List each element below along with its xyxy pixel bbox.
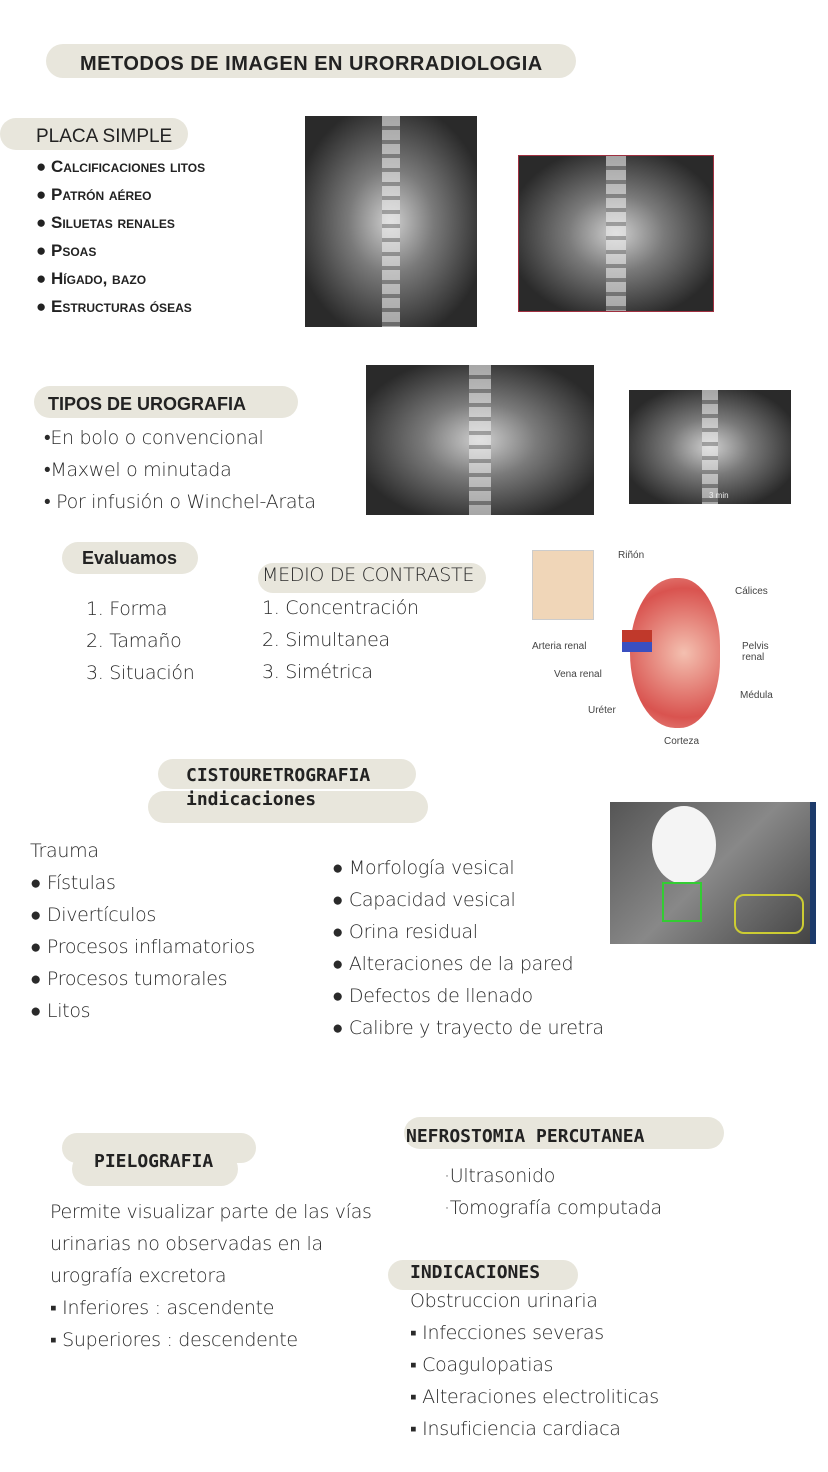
body-inset <box>532 550 594 620</box>
list-item: ● Estructuras óseas <box>36 297 192 316</box>
urografia-list <box>44 422 316 518</box>
list-item: ● Capacidad vesical <box>332 889 516 911</box>
list-item: ● Alteraciones de la pared <box>332 953 574 975</box>
list-item: •Maxwel o minutada <box>44 459 232 481</box>
list-item: ·Tomografía computada <box>444 1197 662 1219</box>
list-item: ● Siluetas renales <box>36 213 175 232</box>
list-item: ● Calibre y trayecto de uretra <box>332 1017 604 1039</box>
list-item: 2. Tamaño <box>86 630 182 652</box>
desc-line: Permite visualizar parte de las vías <box>50 1201 372 1223</box>
urografia-title: TIPOS DE UROGRAFIA <box>48 394 247 414</box>
urography-3min-image <box>629 390 791 504</box>
label-rinon: Riñón <box>618 550 645 561</box>
list-item: ● Morfología vesical <box>332 857 515 879</box>
renal-artery <box>622 630 652 642</box>
list-item: ● Fístulas <box>30 872 116 894</box>
cisto-title: CISTOURETROGRAFIA <box>186 765 371 786</box>
label-calices: Cálices <box>735 586 768 597</box>
list-item: 1. Forma <box>86 598 168 620</box>
list-item: 3. Situación <box>86 662 195 684</box>
contraste-title: MEDIO DE CONTRASTE <box>262 564 475 586</box>
bladder-contrast <box>652 806 716 884</box>
nefro-list <box>444 1160 662 1224</box>
cisto-left-list <box>30 835 255 1027</box>
placa-title: PLACA SIMPLE <box>36 126 173 147</box>
cisto-right-list <box>332 852 604 1044</box>
list-item: ● Psoas <box>36 241 97 260</box>
list-item: ● Orina residual <box>332 921 478 943</box>
contraste-list <box>262 592 419 688</box>
list-item: ● Patrón aéreo <box>36 185 152 204</box>
nefro-title: NEFROSTOMIA PERCUTANEA <box>406 1126 645 1147</box>
list-item: ▪ Coagulopatias <box>410 1354 554 1376</box>
evaluamos-title: Evaluamos <box>82 548 178 568</box>
annotation-box <box>662 882 702 922</box>
label-ureter: Uréter <box>588 705 616 716</box>
image-time-label: 3 min <box>709 491 729 500</box>
list-item: 1. Concentración <box>262 597 419 619</box>
evaluamos-list <box>86 593 194 689</box>
list-item: ● Defectos de llenado <box>332 985 533 1007</box>
label-arteria: Arteria renal <box>532 641 587 652</box>
pielo-text <box>50 1196 372 1356</box>
label-medula: Médula <box>740 690 773 701</box>
cystography-image <box>610 802 816 944</box>
kidney-diagram <box>530 548 820 748</box>
list-item: 2. Simultanea <box>262 629 390 651</box>
urography-image <box>366 365 594 515</box>
label-corteza: Corteza <box>664 736 700 747</box>
indic-lead: Obstruccion urinaria <box>410 1290 598 1312</box>
desc-line: urinarias no observadas en la <box>50 1233 323 1255</box>
kidney-shape <box>630 578 720 728</box>
list-item: 3. Simétrica <box>262 661 373 683</box>
list-item: •En bolo o convencional <box>44 427 264 449</box>
label-vena: Vena renal <box>554 669 602 680</box>
renal-vein <box>622 642 652 652</box>
desc-line: urografía excretora <box>50 1265 227 1287</box>
list-item: ▪ Alteraciones electroliticas <box>410 1386 659 1408</box>
list-item: ● Litos <box>30 1000 91 1022</box>
list-item: ▪ Inferiores : ascendente <box>50 1297 275 1319</box>
indic-list <box>410 1285 659 1445</box>
list-item: ▪ Infecciones severas <box>410 1322 604 1344</box>
cisto-lead: Trauma <box>30 840 99 862</box>
list-item: ● Procesos tumorales <box>30 968 228 990</box>
list-item: ▪ Superiores : descendente <box>50 1329 298 1351</box>
label-pelvis: Pelvis renal <box>742 641 769 663</box>
indic-title: INDICACIONES <box>410 1262 541 1283</box>
list-item: ● Divertículos <box>30 904 156 926</box>
kidney-xray-image <box>518 155 714 312</box>
list-item: ● Procesos inflamatorios <box>30 936 255 958</box>
abdominal-xray-image <box>305 116 477 327</box>
list-item: ● Calcificaciones litos <box>36 157 206 176</box>
list-item: ·Ultrasonido <box>444 1165 556 1187</box>
annotation-outline <box>734 894 804 934</box>
cisto-subtitle: indicaciones <box>186 789 317 810</box>
list-item: ▪ Insuficiencia cardiaca <box>410 1418 621 1440</box>
pielo-title: PIELOGRAFIA <box>94 1151 214 1172</box>
list-item: • Por infusión o Winchel-Arata <box>44 491 316 513</box>
placa-list <box>36 153 205 321</box>
list-item: ● Hígado, bazo <box>36 269 147 288</box>
page-title: METODOS DE IMAGEN EN URORRADIOLOGIA <box>80 53 543 75</box>
